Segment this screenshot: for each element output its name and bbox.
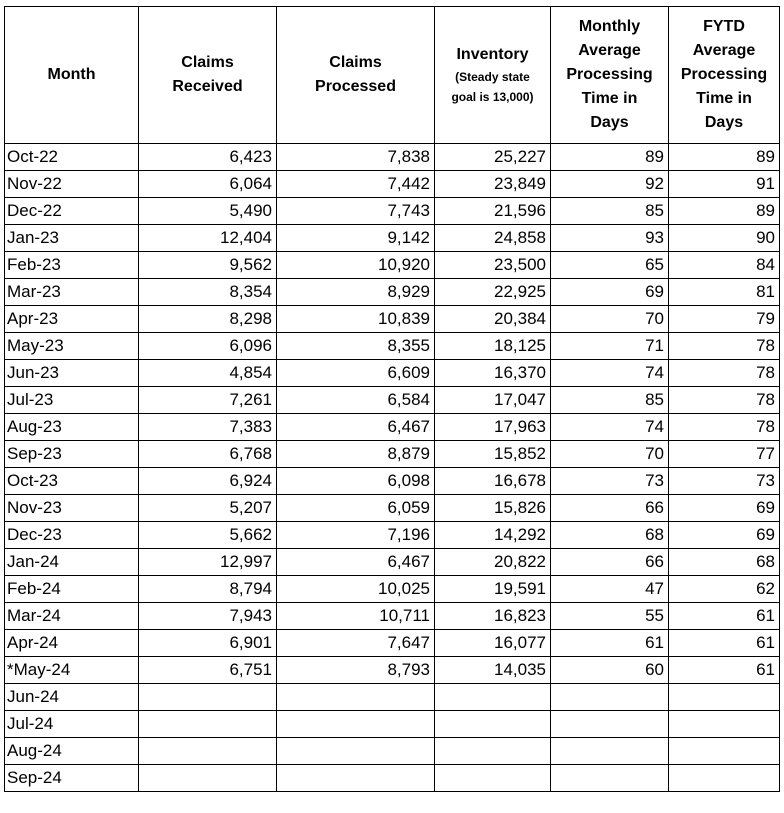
cell-claims-processed: 8,879 bbox=[277, 441, 435, 468]
cell-fytd-avg-days: 89 bbox=[669, 144, 780, 171]
cell-inventory: 14,292 bbox=[435, 522, 551, 549]
table-row bbox=[5, 225, 780, 252]
cell-month: Apr-23 bbox=[5, 306, 139, 333]
cell-monthly-avg-days: 85 bbox=[551, 198, 669, 225]
cell-inventory: 23,500 bbox=[435, 252, 551, 279]
cell-claims-received: 6,064 bbox=[139, 171, 277, 198]
cell-claims-received: 7,383 bbox=[139, 414, 277, 441]
header-fytd-avg-processing-time: FYTD Average Processing Time in Days bbox=[669, 7, 780, 144]
cell-monthly-avg-days: 55 bbox=[551, 603, 669, 630]
cell-fytd-avg-days: 61 bbox=[669, 630, 780, 657]
cell-monthly-avg-days: 65 bbox=[551, 252, 669, 279]
cell-fytd-avg-days: 89 bbox=[669, 198, 780, 225]
cell-claims-processed: 8,355 bbox=[277, 333, 435, 360]
cell-monthly-avg-days: 47 bbox=[551, 576, 669, 603]
claims-table bbox=[4, 6, 780, 792]
cell-month: Jun-24 bbox=[5, 684, 139, 711]
cell-inventory: 19,591 bbox=[435, 576, 551, 603]
cell-fytd-avg-days: 69 bbox=[669, 522, 780, 549]
cell-inventory: 23,849 bbox=[435, 171, 551, 198]
cell-inventory: 16,678 bbox=[435, 468, 551, 495]
table-row bbox=[5, 468, 780, 495]
table-row bbox=[5, 630, 780, 657]
cell-month: Jul-23 bbox=[5, 387, 139, 414]
cell-claims-received bbox=[139, 711, 277, 738]
cell-monthly-avg-days: 70 bbox=[551, 306, 669, 333]
cell-claims-processed: 6,059 bbox=[277, 495, 435, 522]
cell-claims-processed: 8,793 bbox=[277, 657, 435, 684]
table-row bbox=[5, 333, 780, 360]
cell-claims-received: 8,794 bbox=[139, 576, 277, 603]
cell-inventory: 16,077 bbox=[435, 630, 551, 657]
cell-claims-processed: 8,929 bbox=[277, 279, 435, 306]
cell-claims-received: 8,298 bbox=[139, 306, 277, 333]
cell-fytd-avg-days: 78 bbox=[669, 360, 780, 387]
cell-fytd-avg-days bbox=[669, 684, 780, 711]
cell-inventory bbox=[435, 711, 551, 738]
cell-month: Jun-23 bbox=[5, 360, 139, 387]
cell-claims-received: 6,423 bbox=[139, 144, 277, 171]
table-row bbox=[5, 360, 780, 387]
cell-month: Jan-24 bbox=[5, 549, 139, 576]
header-inventory: Inventory (Steady state goal is 13,000) bbox=[435, 7, 551, 144]
cell-fytd-avg-days: 68 bbox=[669, 549, 780, 576]
cell-monthly-avg-days: 93 bbox=[551, 225, 669, 252]
table-row bbox=[5, 306, 780, 333]
header-claims-processed: Claims Processed bbox=[277, 7, 435, 144]
cell-claims-received: 5,207 bbox=[139, 495, 277, 522]
cell-month: May-23 bbox=[5, 333, 139, 360]
cell-claims-processed: 6,584 bbox=[277, 387, 435, 414]
cell-inventory: 25,227 bbox=[435, 144, 551, 171]
cell-claims-received: 7,943 bbox=[139, 603, 277, 630]
cell-claims-received: 6,901 bbox=[139, 630, 277, 657]
cell-month: Nov-23 bbox=[5, 495, 139, 522]
table-row bbox=[5, 711, 780, 738]
cell-claims-processed: 6,467 bbox=[277, 414, 435, 441]
cell-monthly-avg-days: 69 bbox=[551, 279, 669, 306]
cell-inventory: 17,963 bbox=[435, 414, 551, 441]
cell-monthly-avg-days: 66 bbox=[551, 549, 669, 576]
cell-fytd-avg-days bbox=[669, 765, 780, 792]
cell-month: Oct-23 bbox=[5, 468, 139, 495]
cell-monthly-avg-days bbox=[551, 738, 669, 765]
cell-inventory: 15,852 bbox=[435, 441, 551, 468]
cell-fytd-avg-days: 78 bbox=[669, 387, 780, 414]
cell-fytd-avg-days: 90 bbox=[669, 225, 780, 252]
cell-claims-received bbox=[139, 684, 277, 711]
cell-fytd-avg-days: 61 bbox=[669, 603, 780, 630]
cell-claims-processed bbox=[277, 684, 435, 711]
cell-claims-received: 8,354 bbox=[139, 279, 277, 306]
cell-inventory: 21,596 bbox=[435, 198, 551, 225]
header-row bbox=[5, 7, 780, 144]
cell-claims-received: 6,751 bbox=[139, 657, 277, 684]
cell-claims-processed: 6,098 bbox=[277, 468, 435, 495]
cell-fytd-avg-days: 78 bbox=[669, 333, 780, 360]
cell-month: *May-24 bbox=[5, 657, 139, 684]
cell-inventory: 17,047 bbox=[435, 387, 551, 414]
cell-monthly-avg-days bbox=[551, 711, 669, 738]
header-claims-received: Claims Received bbox=[139, 7, 277, 144]
cell-month: Nov-22 bbox=[5, 171, 139, 198]
cell-claims-received: 12,997 bbox=[139, 549, 277, 576]
cell-claims-received: 5,662 bbox=[139, 522, 277, 549]
table-row bbox=[5, 279, 780, 306]
cell-inventory bbox=[435, 684, 551, 711]
cell-month: Oct-22 bbox=[5, 144, 139, 171]
cell-monthly-avg-days: 89 bbox=[551, 144, 669, 171]
cell-inventory: 20,822 bbox=[435, 549, 551, 576]
cell-monthly-avg-days: 73 bbox=[551, 468, 669, 495]
cell-month: Feb-24 bbox=[5, 576, 139, 603]
table-row bbox=[5, 549, 780, 576]
cell-claims-received: 6,768 bbox=[139, 441, 277, 468]
cell-inventory bbox=[435, 765, 551, 792]
cell-month: Sep-23 bbox=[5, 441, 139, 468]
cell-month: Jul-24 bbox=[5, 711, 139, 738]
cell-inventory: 16,370 bbox=[435, 360, 551, 387]
cell-claims-processed: 7,743 bbox=[277, 198, 435, 225]
table-row bbox=[5, 387, 780, 414]
cell-claims-received: 9,562 bbox=[139, 252, 277, 279]
cell-month: Feb-23 bbox=[5, 252, 139, 279]
cell-fytd-avg-days: 61 bbox=[669, 657, 780, 684]
cell-fytd-avg-days bbox=[669, 738, 780, 765]
table-row bbox=[5, 657, 780, 684]
table-row bbox=[5, 522, 780, 549]
cell-claims-processed bbox=[277, 738, 435, 765]
cell-fytd-avg-days: 78 bbox=[669, 414, 780, 441]
cell-monthly-avg-days bbox=[551, 684, 669, 711]
cell-monthly-avg-days: 68 bbox=[551, 522, 669, 549]
cell-month: Dec-22 bbox=[5, 198, 139, 225]
cell-claims-received: 5,490 bbox=[139, 198, 277, 225]
cell-claims-processed: 10,025 bbox=[277, 576, 435, 603]
table-row bbox=[5, 738, 780, 765]
cell-claims-received bbox=[139, 765, 277, 792]
cell-fytd-avg-days: 91 bbox=[669, 171, 780, 198]
cell-monthly-avg-days: 60 bbox=[551, 657, 669, 684]
cell-month: Aug-24 bbox=[5, 738, 139, 765]
cell-fytd-avg-days: 77 bbox=[669, 441, 780, 468]
cell-monthly-avg-days: 70 bbox=[551, 441, 669, 468]
cell-monthly-avg-days: 61 bbox=[551, 630, 669, 657]
cell-inventory: 16,823 bbox=[435, 603, 551, 630]
header-monthly-avg-processing-time: Monthly Average Processing Time in Days bbox=[551, 7, 669, 144]
cell-month: Apr-24 bbox=[5, 630, 139, 657]
cell-claims-processed bbox=[277, 711, 435, 738]
header-month: Month bbox=[5, 7, 139, 144]
table-body bbox=[5, 144, 780, 792]
table-row bbox=[5, 252, 780, 279]
cell-claims-received: 6,924 bbox=[139, 468, 277, 495]
cell-claims-processed: 6,467 bbox=[277, 549, 435, 576]
cell-fytd-avg-days: 84 bbox=[669, 252, 780, 279]
cell-month: Sep-24 bbox=[5, 765, 139, 792]
inventory-goal-note: (Steady state goal is 13,000) bbox=[451, 70, 534, 104]
table-row bbox=[5, 684, 780, 711]
cell-claims-processed: 10,711 bbox=[277, 603, 435, 630]
cell-claims-received: 4,854 bbox=[139, 360, 277, 387]
cell-monthly-avg-days: 85 bbox=[551, 387, 669, 414]
claims-table-container bbox=[4, 6, 780, 792]
table-row bbox=[5, 198, 780, 225]
cell-inventory: 15,826 bbox=[435, 495, 551, 522]
cell-claims-processed: 10,920 bbox=[277, 252, 435, 279]
cell-inventory: 14,035 bbox=[435, 657, 551, 684]
cell-month: Mar-24 bbox=[5, 603, 139, 630]
cell-monthly-avg-days bbox=[551, 765, 669, 792]
cell-inventory: 22,925 bbox=[435, 279, 551, 306]
table-row bbox=[5, 603, 780, 630]
cell-inventory bbox=[435, 738, 551, 765]
cell-claims-processed: 10,839 bbox=[277, 306, 435, 333]
cell-month: Mar-23 bbox=[5, 279, 139, 306]
cell-monthly-avg-days: 66 bbox=[551, 495, 669, 522]
cell-fytd-avg-days: 73 bbox=[669, 468, 780, 495]
cell-claims-processed bbox=[277, 765, 435, 792]
table-row bbox=[5, 144, 780, 171]
table-row bbox=[5, 765, 780, 792]
cell-claims-received: 7,261 bbox=[139, 387, 277, 414]
cell-month: Aug-23 bbox=[5, 414, 139, 441]
cell-month: Dec-23 bbox=[5, 522, 139, 549]
cell-monthly-avg-days: 74 bbox=[551, 414, 669, 441]
cell-monthly-avg-days: 92 bbox=[551, 171, 669, 198]
table-row bbox=[5, 414, 780, 441]
cell-inventory: 20,384 bbox=[435, 306, 551, 333]
cell-claims-processed: 7,647 bbox=[277, 630, 435, 657]
cell-monthly-avg-days: 74 bbox=[551, 360, 669, 387]
cell-inventory: 18,125 bbox=[435, 333, 551, 360]
cell-month: Jan-23 bbox=[5, 225, 139, 252]
table-row bbox=[5, 495, 780, 522]
table-row bbox=[5, 171, 780, 198]
cell-fytd-avg-days: 62 bbox=[669, 576, 780, 603]
cell-fytd-avg-days: 81 bbox=[669, 279, 780, 306]
cell-claims-received: 6,096 bbox=[139, 333, 277, 360]
cell-claims-processed: 6,609 bbox=[277, 360, 435, 387]
cell-fytd-avg-days: 69 bbox=[669, 495, 780, 522]
table-row bbox=[5, 441, 780, 468]
cell-fytd-avg-days: 79 bbox=[669, 306, 780, 333]
cell-inventory: 24,858 bbox=[435, 225, 551, 252]
cell-fytd-avg-days bbox=[669, 711, 780, 738]
cell-claims-processed: 7,838 bbox=[277, 144, 435, 171]
cell-monthly-avg-days: 71 bbox=[551, 333, 669, 360]
cell-claims-received bbox=[139, 738, 277, 765]
cell-claims-received: 12,404 bbox=[139, 225, 277, 252]
cell-claims-processed: 7,196 bbox=[277, 522, 435, 549]
table-row bbox=[5, 576, 780, 603]
cell-claims-processed: 7,442 bbox=[277, 171, 435, 198]
cell-claims-processed: 9,142 bbox=[277, 225, 435, 252]
